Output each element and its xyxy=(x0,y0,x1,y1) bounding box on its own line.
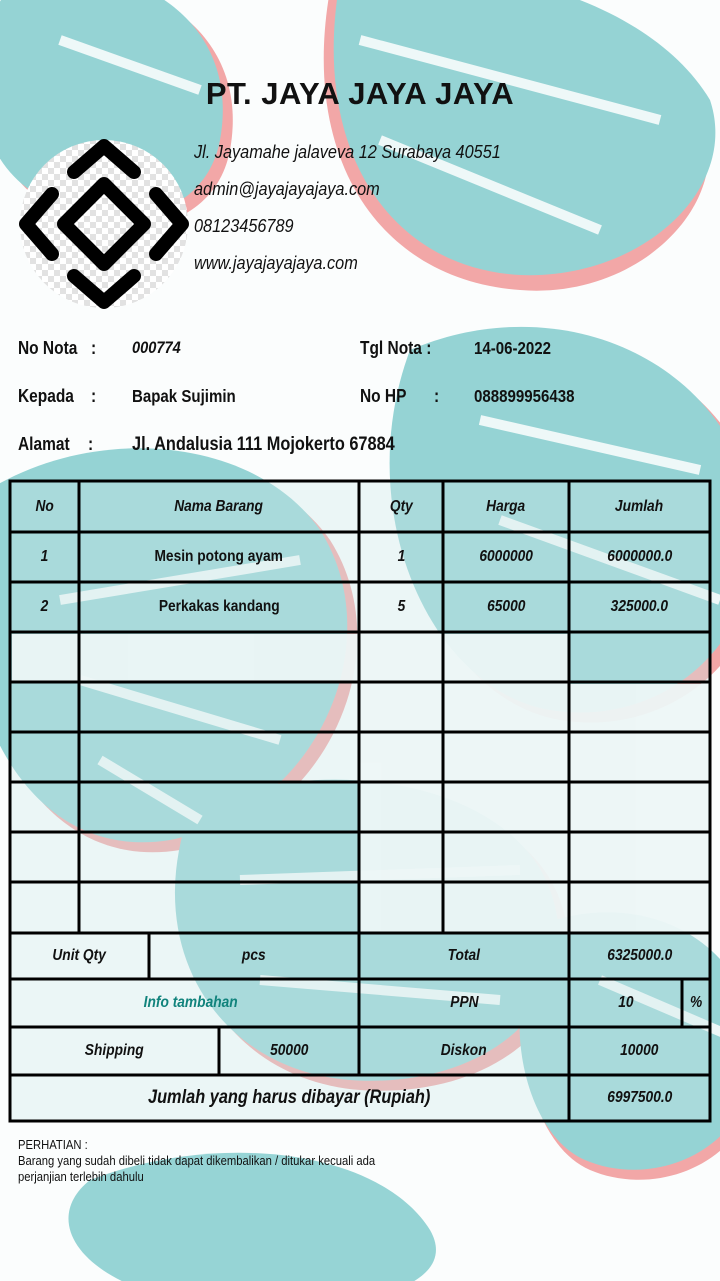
address-label: Alamat xyxy=(18,434,70,454)
total-value: 6325000.0 xyxy=(606,947,673,964)
discount-label: Diskon xyxy=(441,1042,487,1059)
phone-label: No HP xyxy=(360,386,407,406)
row-2-price: 65000 xyxy=(486,598,526,615)
invoice-date-label: Tgl Nota : xyxy=(360,338,432,358)
invoice-date-value: 14-06-2022 xyxy=(474,338,551,358)
colon: : xyxy=(88,434,94,454)
total-label: Total xyxy=(447,947,481,964)
row-2-qty: 5 xyxy=(397,598,405,615)
company-email: admin@jayajayajaya.com xyxy=(194,178,380,199)
colon: : xyxy=(91,386,97,406)
notice-title: PERHATIAN : xyxy=(18,1138,88,1152)
recipient-value: Bapak Sujimin xyxy=(132,386,236,406)
col-header-item: Nama Barang xyxy=(174,497,264,515)
row-2-no: 2 xyxy=(40,598,49,615)
row-1-total: 6000000.0 xyxy=(606,548,673,565)
unit-qty-label: Unit Qty xyxy=(52,947,107,964)
notice-line-2: perjanjian terlebih dahulu xyxy=(18,1170,144,1184)
company-website: www.jayajayajaya.com xyxy=(194,252,358,273)
colon: : xyxy=(434,386,440,406)
invoice-no-value: 000774 xyxy=(132,338,181,357)
row-1-price: 6000000 xyxy=(479,548,533,565)
notice-line-1: Barang yang sudah dibeli tidak dapat dikembalikan / ditukar kecuali ada xyxy=(18,1154,376,1168)
col-header-no: No xyxy=(35,497,54,515)
row-2-total: 325000.0 xyxy=(610,598,669,615)
colon: : xyxy=(91,338,97,358)
row-2-item: Perkakas kandang xyxy=(158,598,280,615)
recipient-label: Kepada xyxy=(18,386,74,406)
invoice-no-label: No Nota xyxy=(18,338,78,358)
discount-value: 10000 xyxy=(620,1042,659,1059)
shipping-value: 50000 xyxy=(269,1042,309,1059)
grand-total-value: 6997500.0 xyxy=(606,1089,673,1106)
unit-qty-value: pcs xyxy=(242,947,266,964)
company-name: PT. JAYA JAYA JAYA xyxy=(205,76,515,111)
phone-value: 088899956438 xyxy=(474,386,575,406)
row-1-item: Mesin potong ayam xyxy=(154,548,284,565)
address-value: Jl. Andalusia 111 Mojokerto 67884 xyxy=(132,434,395,455)
ppn-percent: % xyxy=(689,994,703,1011)
grand-total-label: Jumlah yang harus dibayar (Rupiah) xyxy=(148,1087,431,1108)
row-1-qty: 1 xyxy=(397,548,405,565)
company-address: Jl. Jayamahe jalaveva 12 Surabaya 40551 xyxy=(194,141,501,162)
company-phone: 08123456789 xyxy=(194,215,294,236)
col-header-total: Jumlah xyxy=(615,497,664,515)
row-1-no: 1 xyxy=(40,548,49,565)
col-header-qty: Qty xyxy=(389,497,413,515)
info-tambahan-link[interactable]: Info tambahan xyxy=(143,994,238,1011)
ppn-label: PPN xyxy=(449,994,479,1011)
ppn-value: 10 xyxy=(617,994,634,1011)
shipping-label: Shipping xyxy=(85,1042,144,1059)
col-header-price: Harga xyxy=(486,497,526,515)
